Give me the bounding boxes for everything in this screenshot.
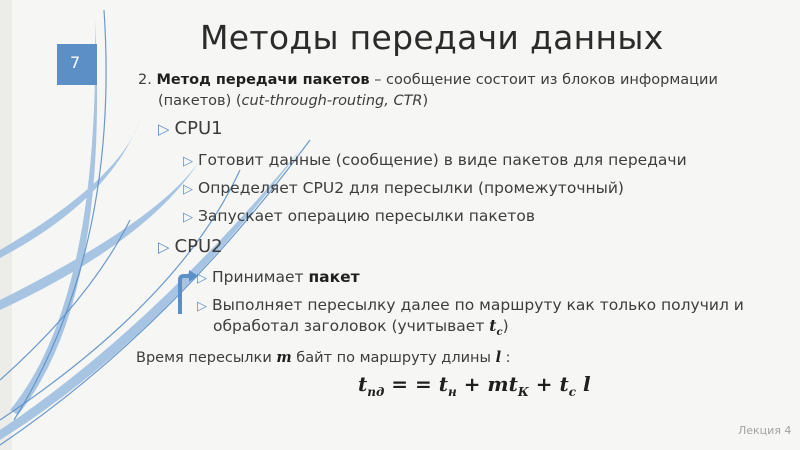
cpu2-label: CPU2 [174, 236, 223, 257]
cpu1-item-1 [183, 151, 687, 169]
transfer-time-formula [358, 372, 591, 399]
formula-sub-n: н [447, 385, 457, 399]
formula-plus-1: + [456, 372, 488, 396]
formula-equals: = = [384, 372, 439, 396]
l-variable: l [495, 349, 502, 366]
bullet-icon: ▷ [183, 182, 193, 197]
cpu1-item-3-text: Запускает операцию пересылки пакетов [198, 207, 535, 225]
formula-sub-pd: пд [367, 385, 385, 399]
formula-sub-c: с [568, 385, 576, 399]
cpu2-item-1-bold: пакет [308, 268, 360, 286]
formula-t-c: t [559, 372, 569, 396]
cpu2-item-2-text: Выполняет пересылку далее по маршруту как только получил и [212, 296, 744, 314]
formula-t-n: t [438, 372, 448, 396]
bullet-icon: ▷ [158, 120, 170, 138]
intro-bold: Метод передачи пакетов [156, 72, 370, 88]
cpu1-item-2-text: Определяет CPU2 для пересылки (промежуточный) [198, 179, 624, 197]
intro-line-1 [138, 72, 718, 88]
cpu1-item-1-text: Готовит данные (сообщение) в виде пакетов для передачи [198, 151, 687, 169]
m-variable: m [276, 349, 292, 366]
return-arrow-icon [172, 268, 200, 316]
cpu1-item-2 [183, 179, 624, 197]
time-description [136, 349, 511, 366]
intro-line2-italic: cut-through-routing, CTR [241, 93, 423, 109]
bullet-icon: ▷ [183, 154, 193, 169]
cpu2-item-1 [197, 268, 360, 286]
formula-l: l [576, 372, 591, 396]
bullet-icon: ▷ [197, 299, 207, 314]
left-edge-strip [0, 0, 12, 450]
formula-mt: mt [487, 372, 518, 396]
cpu1-heading [158, 118, 223, 139]
intro-number: 2. [138, 72, 157, 88]
time-suffix: : [501, 350, 511, 366]
bullet-icon: ▷ [197, 271, 207, 286]
cpu2-item-1-text: Принимает [212, 268, 309, 286]
formula-sub-k: К [517, 385, 529, 399]
bullet-icon: ▷ [183, 210, 193, 225]
slide-title: Методы передачи данных [200, 18, 664, 57]
bullet-icon: ▷ [158, 238, 170, 256]
cpu2-heading [158, 236, 223, 257]
intro-line2-start: (пакетов) ( [158, 93, 242, 109]
cpu1-item-3 [183, 207, 535, 225]
cpu2-item-2-line-1 [197, 296, 744, 314]
time-prefix: Время пересылки [136, 350, 277, 366]
intro-line2-end: ) [422, 93, 429, 109]
cpu1-label: CPU1 [174, 118, 223, 139]
cpu2-item-2-text-cont: обработал заголовок (учитывает [213, 317, 490, 335]
intro-line-2 [158, 93, 428, 109]
tc-subscript: c [496, 327, 503, 339]
formula-t-pd: t [358, 372, 368, 396]
footer-lecture-label: Лекция 4 [738, 424, 792, 437]
time-middle: байт по маршруту длины [291, 350, 496, 366]
cpu2-item-2-line-2 [213, 316, 509, 338]
slide-number: 7 [70, 53, 81, 72]
tc-variable: t [489, 316, 497, 335]
cpu2-item-2-end: ) [502, 317, 509, 335]
formula-plus-2: + [528, 372, 560, 396]
intro-text: – сообщение состоит из блоков информации [369, 72, 718, 88]
